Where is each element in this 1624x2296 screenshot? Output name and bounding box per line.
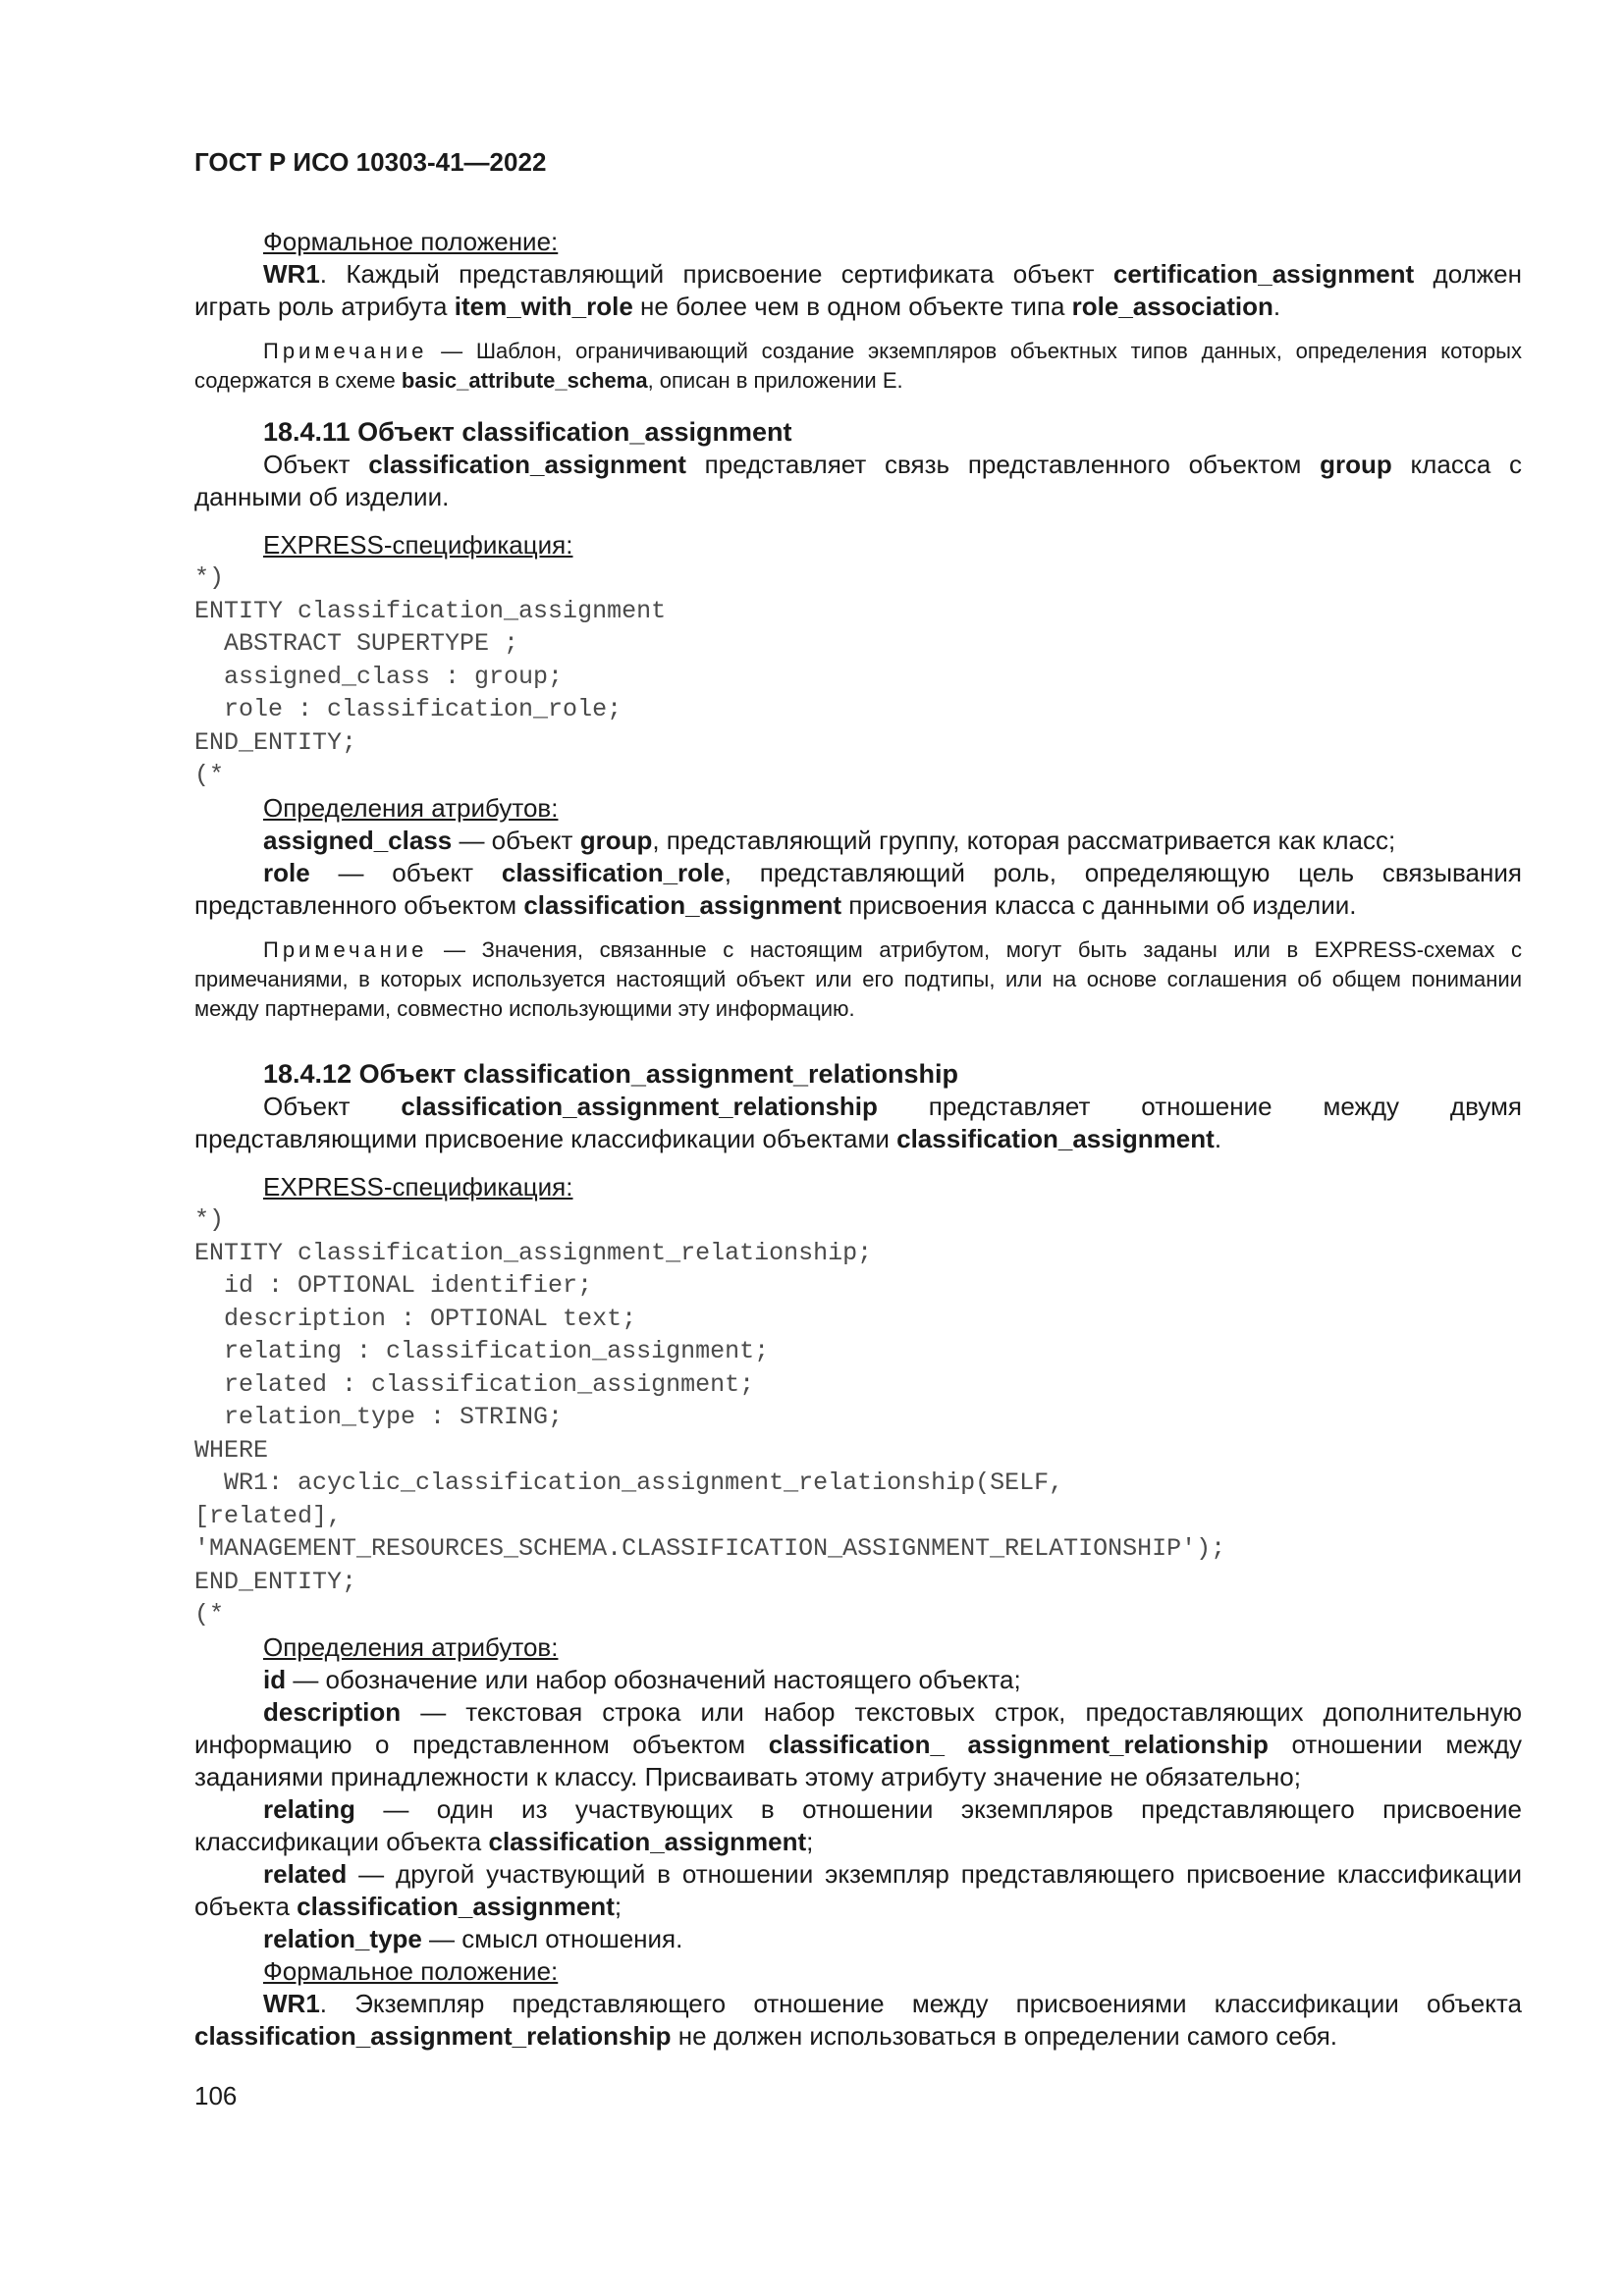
attr-text: — обозначение или набор обозначений настоящего объекта; bbox=[286, 1664, 1021, 1694]
wr1-term: WR1 bbox=[263, 259, 320, 289]
formal-statement-block bbox=[194, 226, 1522, 396]
intro-text: . bbox=[1214, 1124, 1222, 1153]
attr-text: отношении между заданиями принадлежности к классу. Присваивать этому атрибуту значение не обязательно; bbox=[194, 1729, 1523, 1791]
section-intro-paragraph bbox=[194, 1091, 1522, 1155]
wr1-term: WR1 bbox=[263, 1988, 320, 2018]
intro-text: представляет отношение между двумя представляющими присвоение классификации объектами bbox=[194, 1092, 1523, 1153]
note-text: — Шаблон, ограничивающий создание экземпляров объектных типов данных, определения которых содержатся в схеме bbox=[194, 339, 1522, 393]
intro-text: Объект bbox=[263, 450, 369, 479]
note-label: Примечание bbox=[263, 936, 428, 962]
intro-group-term: group bbox=[1320, 450, 1392, 479]
attr-text: — смысл отношения. bbox=[421, 1923, 683, 1953]
attr-related bbox=[194, 1858, 1522, 1923]
attr-assigned-class bbox=[194, 825, 1522, 857]
wr1-paragraph bbox=[194, 1988, 1522, 2053]
wr1-paragraph bbox=[194, 258, 1522, 323]
wr1-text: . Экземпляр представляющего отношение между присвоениями классификации объекта bbox=[319, 1988, 1522, 2018]
attr-text: ; bbox=[806, 1826, 814, 1856]
intro-entity-term: classification_assignment_relationship bbox=[401, 1092, 878, 1121]
wr1-text: . Каждый представляющий присвоение сертификата объект bbox=[319, 259, 1113, 289]
wr1-attribute-term: item_with_role bbox=[454, 292, 633, 321]
express-code-block: *) ENTITY classification_assignment ABSTRACT SUPERTYPE ; assigned_class : group; role : classification_role; END_ENTITY; (* bbox=[194, 563, 667, 789]
attr-text: — объект bbox=[309, 857, 502, 887]
attr-entity-term: classification_assignment bbox=[297, 1891, 615, 1921]
note-text: , описан в приложении Е. bbox=[647, 368, 903, 393]
attr-entity-term: classification_ assignment_relationship bbox=[768, 1729, 1269, 1759]
attr-id bbox=[194, 1664, 1522, 1696]
attr-entity-term: classification_assignment bbox=[523, 889, 842, 920]
section-18-4-11 bbox=[194, 416, 1522, 1024]
section-intro-paragraph bbox=[194, 449, 1522, 513]
attr-term: relation_type bbox=[263, 1923, 422, 1953]
attr-text: , представляющий группу, которая рассматривается как класс; bbox=[652, 825, 1396, 855]
express-spec-label: EXPRESS-спецификация: bbox=[263, 530, 573, 560]
wr1-text: должен играть роль атрибута bbox=[194, 259, 1522, 321]
attr-relation-type bbox=[194, 1923, 1522, 1955]
note-schema-term: basic_attribute_schema bbox=[401, 368, 648, 393]
attr-entity-term: classification_assignment bbox=[488, 1826, 807, 1856]
attr-text: ; bbox=[614, 1891, 623, 1921]
attribute-definitions-label: Определения атрибутов: bbox=[263, 792, 559, 823]
attr-relating bbox=[194, 1793, 1522, 1858]
attribute-definitions-label: Определения атрибутов: bbox=[263, 1631, 559, 1662]
attr-term: related bbox=[263, 1858, 348, 1889]
attr-term: role bbox=[263, 857, 310, 887]
attr-text: присвоения класса с данными об изделии. bbox=[841, 889, 1357, 920]
attr-type-term: group bbox=[579, 825, 653, 855]
section-heading: 18.4.12 Объект classification_assignment_relationship bbox=[263, 1059, 959, 1089]
wr1-type-term: role_association bbox=[1071, 292, 1273, 321]
attr-text: — другой участвующий в отношении экземпляр представляющего присвоение классификации объекта bbox=[194, 1858, 1522, 1921]
formal-statement-label: Формальное положение: bbox=[263, 227, 559, 256]
attr-text: — объект bbox=[452, 825, 580, 855]
wr1-entity-term: certification_assignment bbox=[1112, 259, 1415, 289]
wr1-text: . bbox=[1272, 292, 1281, 321]
wr1-text: не должен использоваться в определении самого себя. bbox=[671, 2020, 1338, 2051]
attr-text: — текстовая строка или набор текстовых строк, предоставляющих дополнительную информацию о представленном объектом bbox=[194, 1696, 1522, 1759]
section-heading: 18.4.11 Объект classification_assignment bbox=[263, 417, 792, 447]
attr-type-term: classification_role bbox=[501, 857, 725, 887]
attr-role bbox=[194, 857, 1522, 922]
express-code-block: *) ENTITY classification_assignment_relationship; id : OPTIONAL identifier; description : OPTIONAL text; relating : classification_assignment; related : classification_assignment; relation_type : STRING; WHERE WR1: acyclic_classification_assignment_relationship(SELF, [related], 'MANAGEMENT_RESOURCES_SCHEMA.CLASSIFICATION_ASSIGNMENT_RELATIONSHIP'); END_ENTITY; (* bbox=[194, 1205, 1226, 1629]
attr-term: assigned_class bbox=[263, 825, 453, 855]
attr-text: — один из участвующих в отношении экземпляров представляющего присвоение классификации объекта bbox=[194, 1793, 1522, 1856]
note-label: Примечание bbox=[263, 339, 428, 363]
section-18-4-12 bbox=[194, 1058, 1522, 2053]
attr-term: relating bbox=[263, 1793, 355, 1824]
attr-term: description bbox=[263, 1696, 402, 1727]
wr1-text: не более чем в одном объекте типа bbox=[632, 292, 1072, 321]
intro-related-term: classification_assignment bbox=[896, 1124, 1215, 1153]
document-code-header: ГОСТ Р ИСО 10303-41—2022 bbox=[194, 147, 547, 177]
note-text: — Значения, связанные с настоящим атрибутом, могут быть заданы или в EXPRESS-схемах с примечаниями, в которых используется настоящий объект или его подтипы, или на основе соглашения об общем понимании между партнерами, совместно использующими эту информацию. bbox=[194, 936, 1522, 1021]
attr-text: , представляющий роль, определяющую цель связывания представленного объектом bbox=[194, 857, 1522, 920]
express-spec-label: EXPRESS-спецификация: bbox=[263, 1172, 573, 1201]
attr-term: id bbox=[263, 1664, 287, 1694]
wr1-entity-term: classification_assignment_relationship bbox=[194, 2020, 672, 2051]
note-paragraph bbox=[194, 935, 1522, 1024]
attr-description bbox=[194, 1696, 1522, 1793]
note-paragraph bbox=[194, 337, 1522, 396]
intro-text: класса с данными об изделии. bbox=[194, 450, 1522, 511]
formal-statement-label: Формальное положение: bbox=[263, 1955, 559, 1986]
page-number: 106 bbox=[194, 2081, 238, 2110]
intro-text: Объект bbox=[263, 1092, 402, 1121]
intro-text: представляет связь представленного объектом bbox=[685, 450, 1321, 479]
intro-entity-term: classification_assignment bbox=[368, 450, 686, 479]
